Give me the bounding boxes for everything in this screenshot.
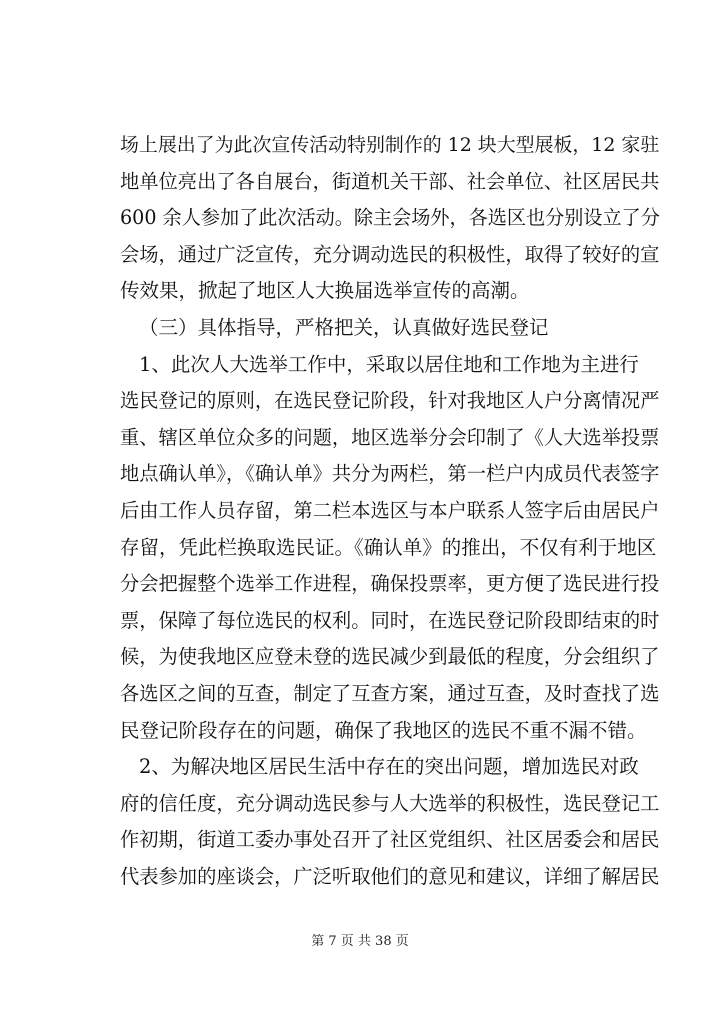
- text-line: 票，保障了每位选民的权利。同时，在选民登记阶段即结束的时: [120, 608, 660, 632]
- text-line: （三）具体指导，严格把关，认真做好选民登记: [139, 315, 549, 339]
- text-line: 选民登记的原则，在选民登记阶段，针对我地区人户分离情况严: [120, 389, 660, 413]
- text-line: 会场，通过广泛宣传，充分调动选民的积极性，取得了较好的宣: [120, 242, 660, 266]
- text-line: 传效果，掀起了地区人大换届选举宣传的高潮。: [120, 279, 530, 303]
- text-line: 民登记阶段存在的问题，确保了我地区的选民不重不漏不错。: [120, 718, 647, 742]
- body-text: [120, 127, 660, 895]
- text-line: 各选区之间的互查，制定了互查方案，通过互查，及时查找了选: [120, 681, 660, 705]
- text-line: 作初期，街道工委办事处召开了社区党组织、社区居委会和居民: [120, 828, 660, 852]
- text-line: 后由工作人员存留，第二栏本选区与本户联系人签字后由居民户: [120, 498, 660, 522]
- text-line: 600 余人参加了此次活动。除主会场外，各选区也分别设立了分: [120, 206, 660, 230]
- text-line: 代表参加的座谈会，广泛听取他们的意见和建议，详细了解居民: [120, 864, 660, 888]
- text-line: 1、此次人大选举工作中，采取以居住地和工作地为主进行: [139, 352, 639, 376]
- text-line: 重、辖区单位众多的问题，地区选举分会印制了《人大选举投票: [120, 425, 660, 449]
- text-line: 府的信任度，充分调动选民参与人大选举的积极性，选民登记工: [120, 791, 660, 815]
- text-line: 地单位亮出了各自展台，街道机关干部、社会单位、社区居民共: [120, 169, 660, 193]
- text-line: 分会把握整个选举工作进程，确保投票率，更方便了选民进行投: [120, 572, 660, 596]
- text-line: 存留，凭此栏换取选民证。《确认单》的推出，不仅有利于地区: [120, 535, 657, 559]
- text-line: 场上展出了为此次宣传活动特别制作的 12 块大型展板，12 家驻: [120, 134, 660, 156]
- text-line: 地点确认单》，《确认单》共分为两栏，第一栏户内成员代表签字: [120, 462, 660, 486]
- page-footer: 第 7 页 共 38 页: [311, 934, 409, 949]
- text-line: 候，为使我地区应登未登的选民减少到最低的程度，分会组织了: [120, 645, 660, 669]
- text-line: 2、为解决地区居民生活中存在的突出问题，增加选民对政: [139, 755, 639, 779]
